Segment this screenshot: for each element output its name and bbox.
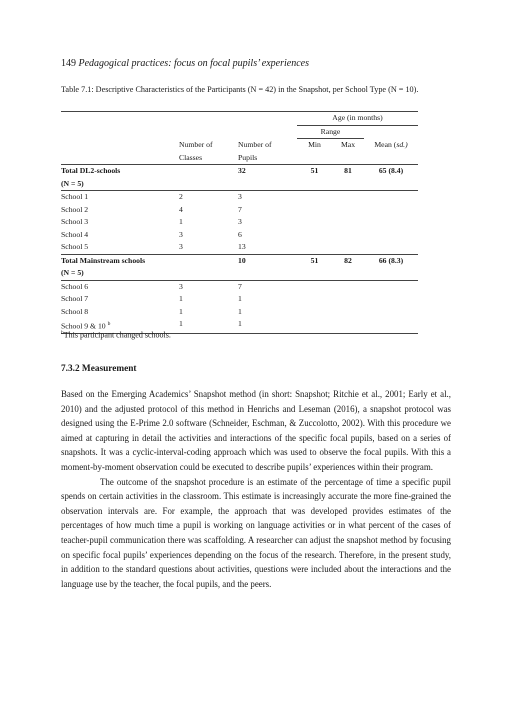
table-row — [61, 229, 418, 242]
group-total-row — [61, 165, 418, 178]
col-header-max: Max — [340, 140, 356, 149]
table-row — [61, 216, 418, 229]
col-header-classes-2: Classes — [179, 152, 238, 165]
col-header-pupils: Number of — [238, 139, 272, 149]
table-row — [61, 293, 418, 306]
group-pupils: 10 — [238, 255, 246, 265]
col-header-mean: Mean (sd.) — [374, 139, 408, 149]
group-min: 51 — [310, 255, 319, 265]
table-header-row — [61, 139, 418, 152]
footnote-mark: b — [61, 330, 64, 336]
school-classes: 1 — [179, 306, 183, 316]
school-name: School 4 — [61, 229, 89, 239]
table-header-row — [61, 112, 418, 126]
col-header-pupils-2: Pupils — [238, 152, 297, 165]
table-row — [61, 241, 418, 254]
table-caption: Table 7.1: Descriptive Characteristics of the Participants (N = 42) in the Snapshot, per School Type (N = 10). — [61, 85, 419, 94]
group-mean: 65 (8.4) — [378, 166, 404, 175]
group-pupils: 32 — [238, 166, 246, 175]
descriptive-table — [61, 111, 418, 334]
table-header-row — [61, 152, 418, 165]
school-pupils: 13 — [238, 241, 297, 254]
school-pupils: 6 — [238, 229, 242, 239]
footnote-marker: b — [107, 321, 111, 327]
col-header-classes: Number of — [179, 139, 213, 149]
school-pupils: 3 — [238, 192, 242, 201]
group-max: 81 — [344, 166, 352, 175]
school-classes: 4 — [179, 204, 183, 214]
paragraph: The outcome of the snapshot procedure is an estimate of the percentage of time a specific pupil spends on certain activities in the classroom. This estimate is increasingly accurate the more fine-grained the observation intervals are. For example, the approach that was developed provides estimates of the percentages of how much time a pupil is working on language activities or in what percent of the cases of teacher-pupil communication there was scaffolding. A researcher can adjust the snapshot method by focusing on specific focal pupils’ experiences depending on the focus of the research. Therefore, in the present study, in addition to the standard questions about activities, questions were included about the interactions and the language use by the teacher, the focal pupils, and the peers. — [61, 476, 451, 589]
group-total-row-2 — [61, 267, 418, 280]
school-name: School 1 — [61, 192, 89, 201]
group-total-row-2 — [61, 178, 418, 191]
group-min: 51 — [310, 166, 319, 175]
school-name: School 6 — [61, 281, 89, 291]
school-classes: 3 — [179, 281, 183, 291]
school-classes: 2 — [179, 192, 183, 201]
school-name: School 9 & 10 — [61, 321, 106, 331]
school-pupils: 7 — [238, 281, 242, 291]
table-row — [61, 204, 418, 217]
age-header: Age (in months) — [297, 112, 418, 126]
section-heading: 7.3.2 Measurement — [61, 364, 137, 374]
table-row — [61, 306, 418, 319]
table-row — [61, 280, 418, 293]
group-label: Total DL2-schools — [61, 166, 121, 175]
group-max: 82 — [344, 255, 352, 265]
group-total-row — [61, 254, 418, 267]
school-pupils: 3 — [238, 217, 242, 226]
school-classes: 3 — [179, 229, 183, 239]
running-title: Pedagogical practices: focus on focal pupils’ experiences — [78, 58, 309, 69]
group-n: (N = 5) — [61, 267, 179, 280]
group-mean: 66 (8.3) — [378, 255, 404, 265]
school-classes: 1 — [179, 217, 183, 226]
table-footnote — [61, 328, 171, 341]
running-header — [61, 58, 309, 69]
school-name: School 5 — [61, 241, 179, 254]
school-pupils: 1 — [238, 306, 242, 316]
table-row — [61, 191, 418, 204]
group-label: Total Mainstream schools — [61, 255, 146, 265]
footnote-text: This participant changed schools. — [63, 330, 171, 340]
col-header-min: Min — [308, 140, 321, 149]
school-name: School 8 — [61, 306, 89, 316]
range-header: Range — [297, 125, 364, 139]
school-name: School 2 — [61, 204, 89, 214]
table-header-row — [61, 125, 418, 139]
page-number: 149 — [61, 58, 76, 69]
school-pupils: 7 — [238, 204, 242, 214]
school-classes: 1 — [179, 294, 183, 303]
paragraph: Based on the Emerging Academics’ Snapshot method (in short: Snapshot; Ritchie et al., 2001; Early et al., 2010) and the adjusted protocol of this method in Henrichs and Leseman (2016), a snapshot protocol was designed using the E-Prime 2.0 software (Schneider, Eschman, & Zuccolotto, 2002). With this procedure we aimed at capturing in detail the activities and interactions of the specific focal pupils, based on a series of snapshots. It was a cyclic-interval-coding approach which was used to observe the focal pupils. With this a moment-by-moment observation could be executed to describe pupils’ experiences within their program. — [61, 389, 451, 472]
group-n: (N = 5) — [61, 178, 179, 191]
school-classes: 3 — [179, 241, 238, 254]
school-pupils: 1 — [238, 294, 242, 303]
school-classes: 1 — [179, 318, 238, 334]
school-name: School 7 — [61, 294, 89, 303]
school-pupils: 1 — [238, 318, 297, 334]
section-body — [61, 387, 451, 591]
school-name: School 3 — [61, 217, 89, 226]
